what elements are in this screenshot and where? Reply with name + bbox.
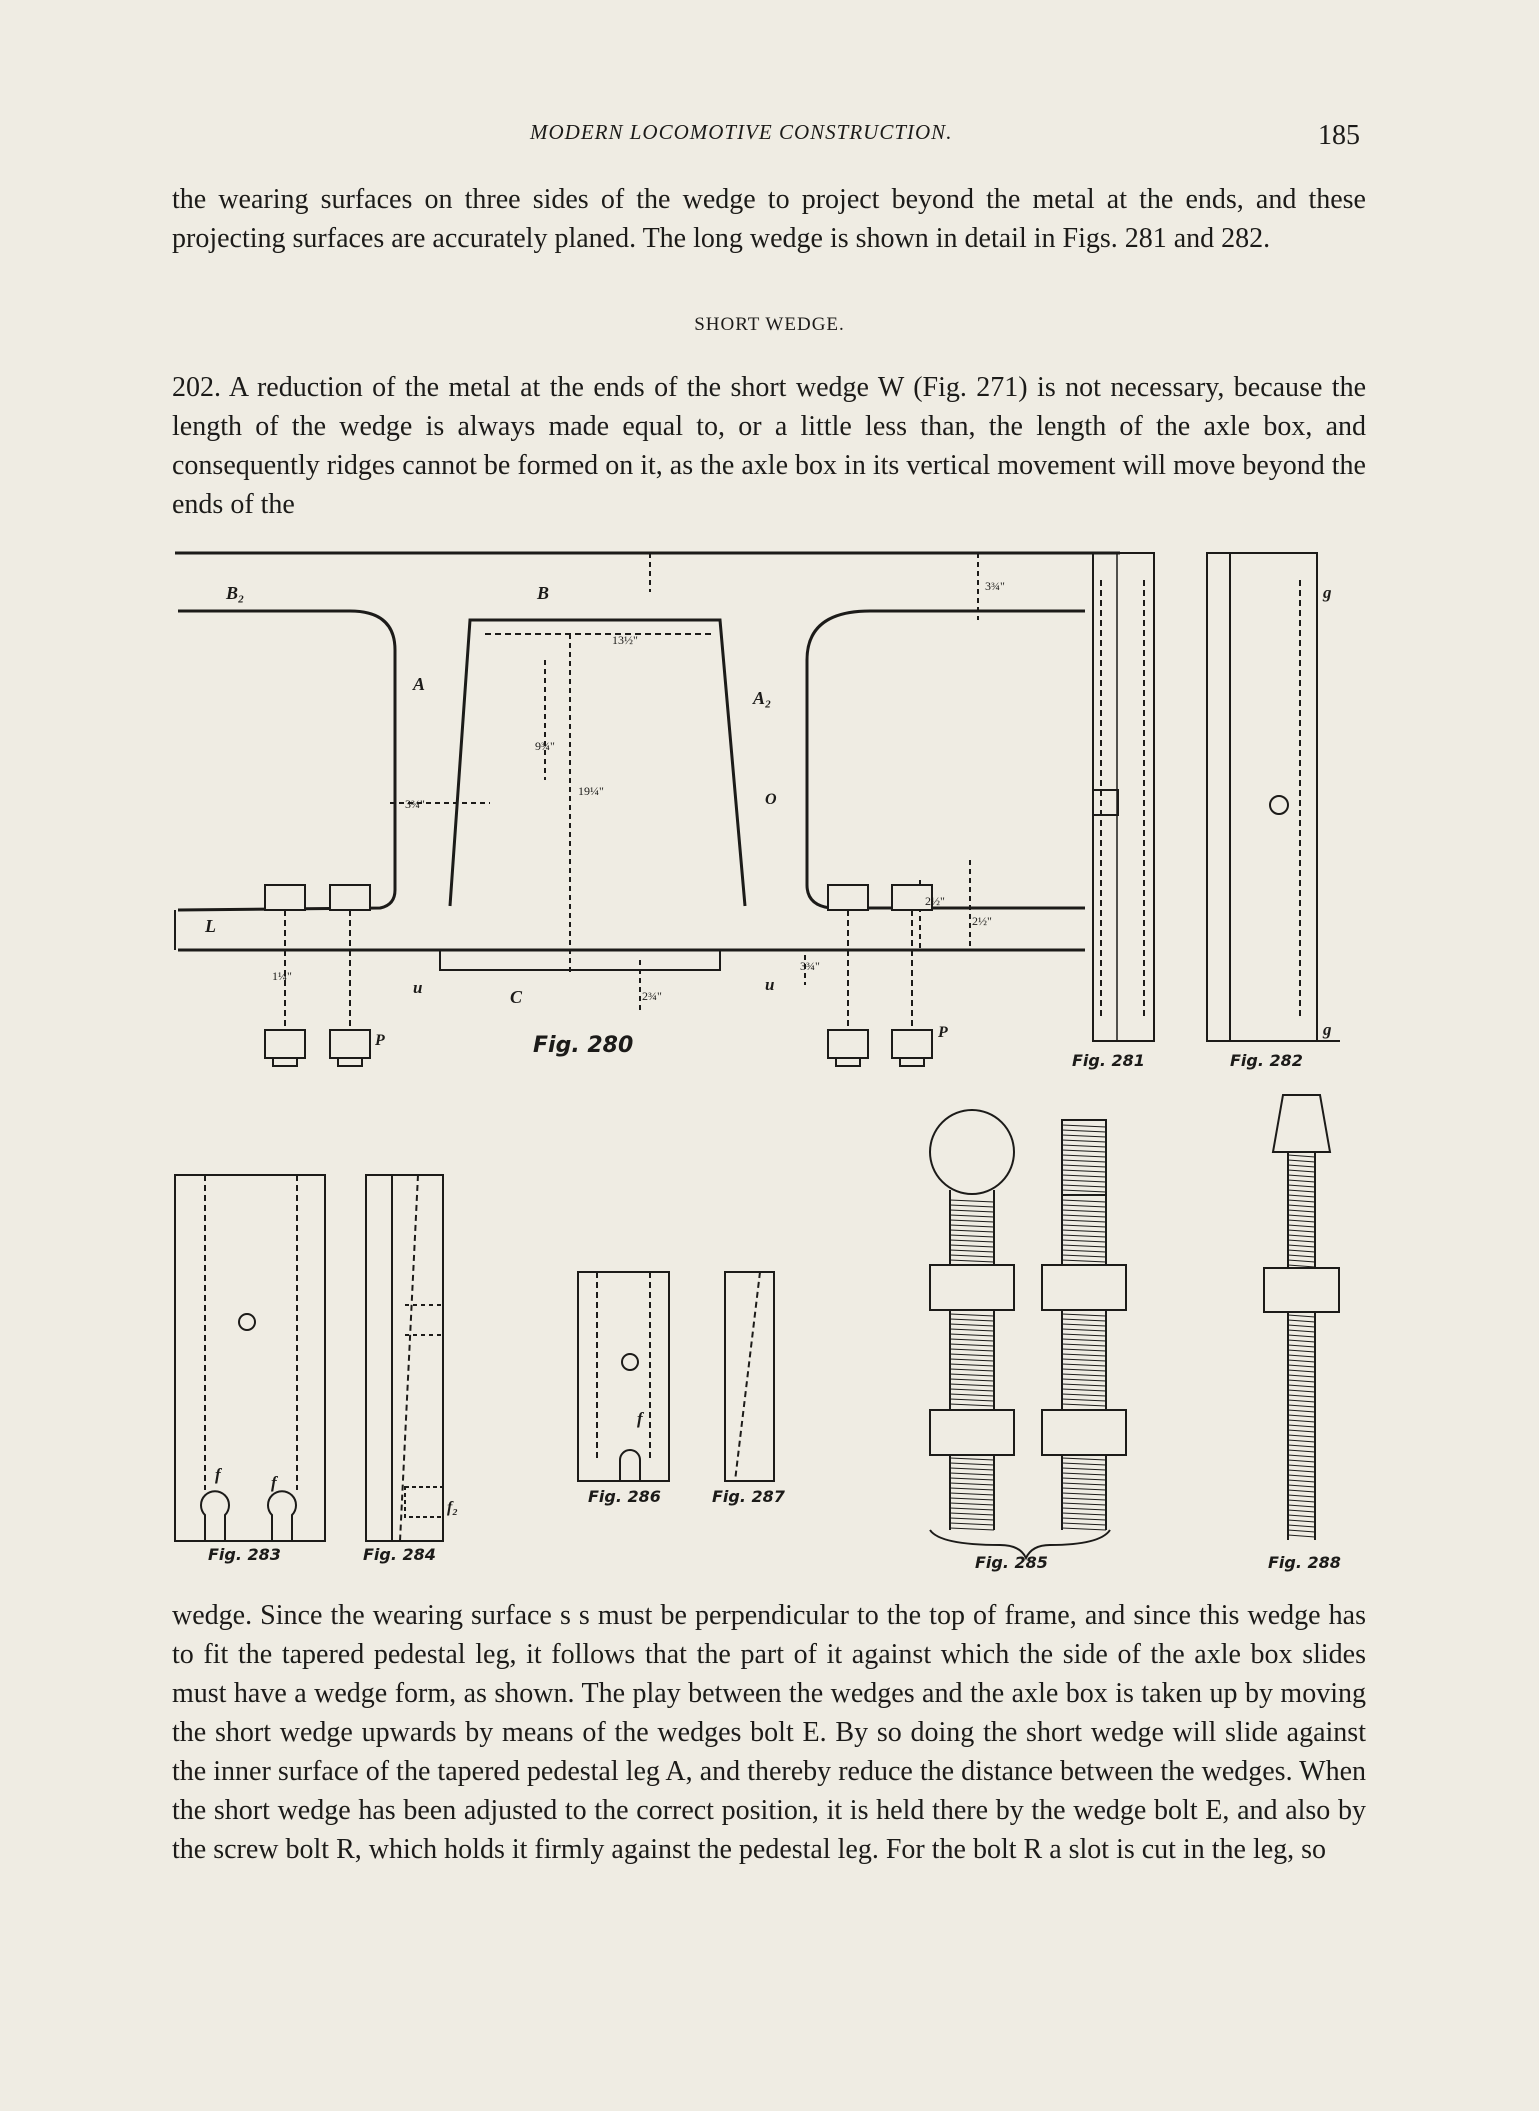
thread-line	[950, 1379, 994, 1381]
thread-line	[1288, 1315, 1315, 1317]
thread-line	[1062, 1493, 1106, 1495]
thread-line	[1062, 1374, 1106, 1376]
fig-288-drawing	[1264, 1095, 1339, 1540]
thread-line	[1288, 1340, 1315, 1342]
thread-line	[950, 1200, 994, 1202]
thread-line	[1062, 1394, 1106, 1396]
thread-line	[950, 1220, 994, 1222]
fig-288-caption: Fig. 288	[1268, 1553, 1341, 1572]
thread-line	[1288, 1515, 1315, 1517]
fig280-dim-4: 3¾"	[405, 797, 425, 811]
fig-287-drawing	[725, 1272, 774, 1481]
thread-line	[1288, 1470, 1315, 1472]
thread-line	[1062, 1334, 1106, 1336]
thread-line	[1288, 1460, 1315, 1462]
thread-line	[1288, 1165, 1315, 1167]
thread-line	[1288, 1360, 1315, 1362]
thread-line	[1062, 1359, 1106, 1361]
thread-line	[950, 1334, 994, 1336]
thread-line	[1288, 1330, 1315, 1332]
thread-line	[1288, 1420, 1315, 1422]
thread-line	[950, 1260, 994, 1262]
fig280-dim-2: 9¾"	[535, 739, 555, 753]
fig280-label-o: O	[765, 791, 777, 808]
thread-line	[1062, 1205, 1106, 1207]
fig-286-caption: Fig. 286	[588, 1487, 661, 1506]
fig-284-drawing	[366, 1175, 443, 1541]
thread-line	[1288, 1535, 1315, 1537]
thread-line	[950, 1240, 994, 1242]
thread-line	[1062, 1508, 1106, 1510]
fig280-dim-10: 3¾"	[800, 959, 820, 973]
thread-line	[1062, 1518, 1106, 1520]
thread-line	[1062, 1473, 1106, 1475]
thread-line	[1062, 1200, 1106, 1202]
thread-line	[950, 1339, 994, 1341]
thread-line	[1288, 1505, 1315, 1507]
thread-line	[1062, 1404, 1106, 1406]
thread-line	[1062, 1125, 1106, 1127]
thread-line	[1062, 1175, 1106, 1177]
thread-line	[1062, 1180, 1106, 1182]
thread-line	[1288, 1190, 1315, 1192]
thread-line	[950, 1324, 994, 1326]
thread-line	[1288, 1345, 1315, 1347]
thread-line	[1288, 1435, 1315, 1437]
thread-line	[950, 1354, 994, 1356]
thread-line	[1062, 1329, 1106, 1331]
fig280-label-p1: P	[375, 1032, 385, 1049]
thread-line	[950, 1230, 994, 1232]
thread-line	[950, 1225, 994, 1227]
thread-line	[1288, 1485, 1315, 1487]
thread-line	[950, 1468, 994, 1470]
thread-line	[1062, 1458, 1106, 1460]
fig280-dim-5: 3¾"	[985, 579, 1005, 593]
thread-line	[1288, 1170, 1315, 1172]
thread-line	[1062, 1344, 1106, 1346]
thread-line	[1288, 1320, 1315, 1322]
thread-line	[1288, 1205, 1315, 1207]
thread-line	[950, 1488, 994, 1490]
thread-line	[1062, 1364, 1106, 1366]
thread-line	[1062, 1150, 1106, 1152]
fig280-label-l: L	[205, 916, 216, 936]
fig-281-caption: Fig. 281	[1072, 1051, 1145, 1070]
thread-line	[1062, 1155, 1106, 1157]
thread-line	[1062, 1190, 1106, 1192]
thread-line	[1288, 1490, 1315, 1492]
thread-line	[1288, 1245, 1315, 1247]
thread-line	[1288, 1395, 1315, 1397]
thread-line	[1062, 1225, 1106, 1227]
thread-line	[1288, 1225, 1315, 1227]
thread-line	[1288, 1440, 1315, 1442]
paragraph-1: the wearing surfaces on three sides of the wedge to project beyond the metal at the ends, and these projecting surfaces are accurately planed. The long wedge is shown in detail in Figs. 281 and 282.	[172, 184, 1366, 254]
thread-line	[1288, 1235, 1315, 1237]
thread-line	[950, 1493, 994, 1495]
thread-line	[1288, 1375, 1315, 1377]
thread-line	[950, 1364, 994, 1366]
fig-281-drawing	[1093, 553, 1154, 1041]
thread-line	[1288, 1530, 1315, 1532]
thread-line	[1288, 1425, 1315, 1427]
fig-282-caption: Fig. 282	[1230, 1051, 1303, 1070]
fig280-label-u1: u	[413, 978, 423, 997]
thread-line	[1288, 1510, 1315, 1512]
thread-line	[950, 1458, 994, 1460]
thread-line	[1288, 1450, 1315, 1452]
fig280-dim-3: 19¼"	[578, 784, 604, 798]
thread-line	[950, 1404, 994, 1406]
fig286-label-f: f	[637, 1409, 643, 1428]
thread-line	[1062, 1384, 1106, 1386]
thread-line	[1062, 1463, 1106, 1465]
thread-line	[1062, 1215, 1106, 1217]
thread-line	[1288, 1355, 1315, 1357]
thread-line	[1062, 1145, 1106, 1147]
thread-line	[1288, 1180, 1315, 1182]
thread-line	[1062, 1165, 1106, 1167]
thread-line	[1062, 1478, 1106, 1480]
thread-line	[1288, 1155, 1315, 1157]
thread-line	[1288, 1260, 1315, 1262]
thread-line	[1062, 1488, 1106, 1490]
fig280-dim-7: 2½"	[972, 914, 992, 928]
thread-line	[1062, 1245, 1106, 1247]
thread-line	[1062, 1468, 1106, 1470]
thread-line	[1288, 1445, 1315, 1447]
fig-285-caption: Fig. 285	[975, 1553, 1048, 1572]
thread-line	[1062, 1240, 1106, 1242]
thread-line	[1062, 1498, 1106, 1500]
thread-line	[950, 1349, 994, 1351]
fig280-label-p2: P	[938, 1024, 948, 1041]
thread-line	[1062, 1170, 1106, 1172]
fig-283-drawing	[175, 1175, 325, 1541]
thread-line	[1062, 1389, 1106, 1391]
thread-line	[950, 1483, 994, 1485]
thread-line	[1062, 1339, 1106, 1341]
thread-line	[1062, 1235, 1106, 1237]
thread-line	[950, 1329, 994, 1331]
thread-line	[1062, 1319, 1106, 1321]
thread-line	[1288, 1480, 1315, 1482]
fig283-label-f2: f	[271, 1473, 277, 1492]
thread-line	[950, 1210, 994, 1212]
thread-line	[1062, 1324, 1106, 1326]
thread-line	[950, 1250, 994, 1252]
thread-line	[1288, 1370, 1315, 1372]
thread-line	[1288, 1475, 1315, 1477]
thread-line	[1062, 1260, 1106, 1262]
thread-line	[1288, 1500, 1315, 1502]
thread-line	[1288, 1350, 1315, 1352]
thread-line	[950, 1473, 994, 1475]
thread-line	[1062, 1399, 1106, 1401]
thread-line	[1062, 1503, 1106, 1505]
paragraph-2: 202. A reduction of the metal at the ends of the short wedge W (Fig. 271) is not necessary, because the length of the wedge is always made equal to, or a little less than, the length of the axle box, and consequently ridges cannot be formed on it, as the axle box in its vertical movement will move beyond the ends of the	[172, 372, 1366, 520]
fig280-dim-9: 1¼"	[272, 969, 292, 983]
thread-line	[1062, 1513, 1106, 1515]
thread-line	[950, 1478, 994, 1480]
thread-line	[1288, 1160, 1315, 1162]
thread-line	[950, 1374, 994, 1376]
thread-line	[1062, 1314, 1106, 1316]
fig-286-drawing	[578, 1272, 669, 1481]
thread-line	[1062, 1135, 1106, 1137]
thread-line	[950, 1523, 994, 1525]
thread-line	[1062, 1210, 1106, 1212]
thread-line	[950, 1255, 994, 1257]
thread-line	[950, 1215, 994, 1217]
fig284-label-f2: f₂	[447, 1499, 458, 1516]
fig-288-threads	[1288, 1155, 1315, 1537]
thread-line	[1288, 1240, 1315, 1242]
thread-line	[950, 1518, 994, 1520]
thread-line	[1062, 1130, 1106, 1132]
thread-line	[1062, 1523, 1106, 1525]
fig-282-drawing	[1207, 553, 1340, 1041]
thread-line	[1288, 1390, 1315, 1392]
thread-line	[950, 1314, 994, 1316]
fig-280-caption: Fig. 280	[533, 1033, 634, 1058]
thread-line	[950, 1463, 994, 1465]
thread-line	[1062, 1140, 1106, 1142]
thread-line	[1288, 1175, 1315, 1177]
thread-line	[1288, 1410, 1315, 1412]
fig-285-threads	[950, 1125, 1106, 1530]
thread-line	[1288, 1405, 1315, 1407]
running-head: MODERN LOCOMOTIVE CONSTRUCTION.	[530, 120, 953, 144]
fig-284-caption: Fig. 284	[363, 1545, 436, 1564]
thread-line	[1288, 1400, 1315, 1402]
thread-line	[1288, 1415, 1315, 1417]
thread-line	[1288, 1195, 1315, 1197]
fig280-dim-6: 2½"	[925, 894, 945, 908]
thread-line	[1288, 1220, 1315, 1222]
fig283-label-f1: f	[215, 1465, 221, 1484]
thread-line	[1062, 1379, 1106, 1381]
thread-line	[1288, 1210, 1315, 1212]
fig-287-caption: Fig. 287	[712, 1487, 785, 1506]
thread-line	[950, 1319, 994, 1321]
thread-line	[1288, 1325, 1315, 1327]
thread-line	[1062, 1349, 1106, 1351]
thread-line	[1062, 1230, 1106, 1232]
paragraph-3: wedge. Since the wearing surface s s must be perpendicular to the top of frame, and since this wedge has to fit the tapered pedestal leg, it follows that the part of it against which the side of the axle box slides must have a wedge form, as shown. The play between the wedges and the axle box is taken up by moving the short wedge upwards by means of the wedges bolt E. By so doing the short wedge will slide against the inner surface of the tapered pedestal leg A, and thereby reduce the distance between the wedges. When the short wedge has been adjusted to the correct position, it is held there by the wedge bolt E, and also by the screw bolt R, which holds it firmly against the pedestal leg. For the bolt R a slot is cut in the leg, so	[172, 1600, 1366, 1865]
thread-line	[1288, 1230, 1315, 1232]
thread-line	[1288, 1215, 1315, 1217]
thread-line	[1288, 1520, 1315, 1522]
thread-line	[1288, 1525, 1315, 1527]
thread-line	[1288, 1185, 1315, 1187]
fig280-label-b: B	[537, 583, 550, 603]
thread-line	[1288, 1455, 1315, 1457]
thread-line	[950, 1369, 994, 1371]
thread-line	[950, 1399, 994, 1401]
thread-line	[1062, 1354, 1106, 1356]
thread-line	[1062, 1220, 1106, 1222]
thread-line	[950, 1513, 994, 1515]
thread-line	[950, 1205, 994, 1207]
thread-line	[1288, 1365, 1315, 1367]
thread-line	[1288, 1385, 1315, 1387]
thread-line	[950, 1359, 994, 1361]
thread-line	[950, 1344, 994, 1346]
fig280-label-a2: A₂	[753, 688, 772, 708]
thread-line	[950, 1508, 994, 1510]
thread-line	[950, 1498, 994, 1500]
thread-line	[950, 1389, 994, 1391]
thread-line	[1062, 1160, 1106, 1162]
thread-line	[950, 1384, 994, 1386]
fig280-dim-8: 2¾"	[642, 989, 662, 1003]
thread-line	[1288, 1335, 1315, 1337]
thread-line	[1288, 1250, 1315, 1252]
fig282-label-g2: g	[1323, 1020, 1332, 1039]
thread-line	[1288, 1495, 1315, 1497]
thread-line	[1062, 1528, 1106, 1530]
fig-283-caption: Fig. 283	[208, 1545, 281, 1564]
thread-line	[1062, 1369, 1106, 1371]
thread-line	[1288, 1265, 1315, 1267]
thread-line	[1288, 1200, 1315, 1202]
fig280-label-b2: B₂	[226, 583, 245, 603]
thread-line	[950, 1235, 994, 1237]
fig280-label-c: C	[510, 987, 523, 1007]
thread-line	[950, 1528, 994, 1530]
fig280-label-u2: u	[765, 975, 775, 994]
section-heading: SHORT WEDGE.	[694, 314, 845, 335]
thread-line	[950, 1394, 994, 1396]
thread-line	[950, 1503, 994, 1505]
thread-line	[1288, 1380, 1315, 1382]
thread-line	[950, 1245, 994, 1247]
thread-line	[1288, 1430, 1315, 1432]
thread-line	[1062, 1185, 1106, 1187]
fig280-label-a: A	[413, 674, 426, 694]
fig282-label-g1: g	[1323, 583, 1332, 602]
thread-line	[1062, 1250, 1106, 1252]
page-number: 185	[1318, 120, 1360, 151]
thread-line	[1288, 1465, 1315, 1467]
thread-line	[1062, 1483, 1106, 1485]
thread-line	[1288, 1255, 1315, 1257]
fig280-dim-1: 13½"	[612, 633, 638, 647]
thread-line	[1062, 1255, 1106, 1257]
